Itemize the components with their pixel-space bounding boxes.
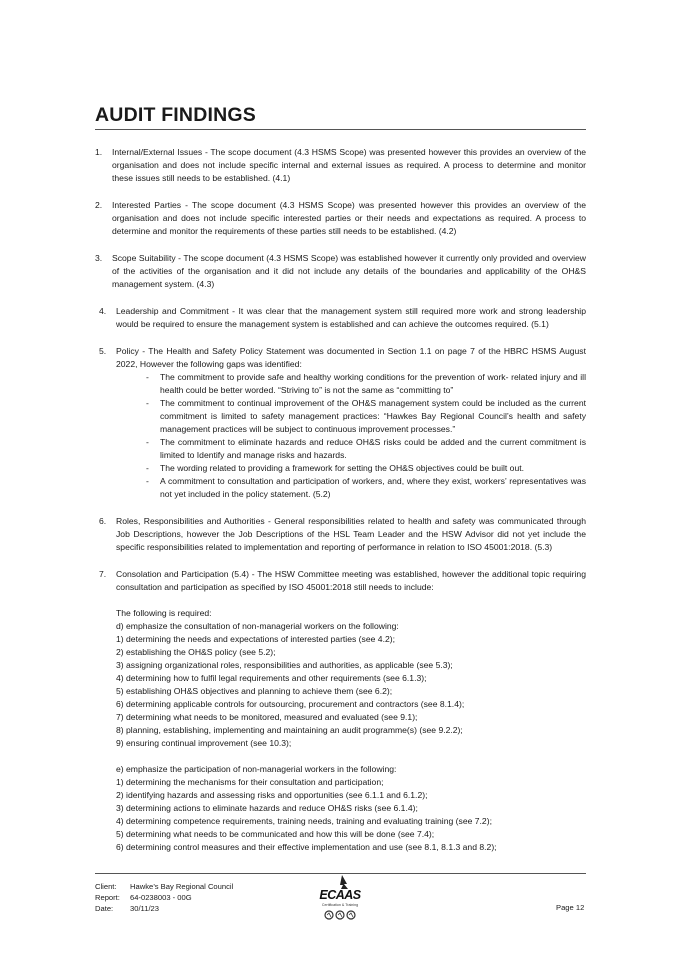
finding-number: 4.: [99, 306, 107, 316]
finding-number: 6.: [99, 516, 107, 526]
client-value: Hawke’s Bay Regional Council: [130, 882, 234, 891]
requirements-heading-d: d) emphasize the consultation of non-managerial workers on the following:: [116, 621, 399, 631]
list-item: 3) determining actions to eliminate hazards and reduce OH&S risks (see 6.1.4);: [116, 803, 418, 813]
findings-list: [95, 146, 586, 868]
date-value: 30/11/23: [130, 904, 159, 913]
requirements-heading-e: e) emphasize the participation of non-managerial workers in the following:: [116, 764, 397, 774]
list-item: - The wording related to providing a framework for setting the OH&S objectives could be built out.: [146, 463, 524, 473]
list-item: 5) establishing OH&S objectives and planning to achieve them (see 6.2);: [116, 686, 393, 696]
list-item: - The commitment to eliminate hazards and reduce OH&S risks could be added and the current commitment is limited to Identify and manage risks and hazards.: [146, 437, 586, 460]
list-item: 8) planning, establishing, implementing and maintaining an audit programme(s) (see 9.2.2);: [116, 725, 463, 735]
list-item: 3) assigning organizational roles, responsibilities and authorities, as applicable (see 5.3);: [116, 660, 453, 670]
logo-subtitle: Certification & Training: [321, 903, 359, 907]
finding-text: Internal/External Issues - The scope document (4.3 HSMS Scope) was presented however this provides an overview of the organisation and does not include specific internal and external issues as required. A process to determine and monitor these issues still needs to be established. (4.1): [112, 147, 586, 183]
finding-text: Roles, Responsibilities and Authorities - General responsibilities related to health and safety was communicated through Job Descriptions, however the Job Descriptions of the HSL Team Leader and the HSW Advisor did not yet include the specific responsibilities related to implementation and reporting of performance in relation to ISO 45001:2018. (5.3): [116, 516, 586, 552]
list-item: 5) determining what needs to be communicated and how this will be done (see 7.4);: [116, 829, 435, 839]
finding-number: 1.: [95, 147, 103, 157]
finding-text: Consolation and Participation (5.4) - The HSW Committee meeting was established, however the additional topic requiring consultation and participation as specified by ISO 45001:2018 still needs to include:: [116, 569, 586, 592]
policy-gap-list: [116, 371, 586, 501]
finding-item: [95, 345, 586, 501]
list-item-text: The commitment to provide safe and healthy working conditions for the prevention of work- related injury and ill health could be better worded. “Striving to” is not the same as “committing to”: [160, 372, 586, 395]
page-number: Page 12: [556, 903, 585, 912]
finding-item: [95, 515, 586, 554]
list-item: 2) identifying hazards and assessing risks and opportunities (see 6.1.1 and 6.1.2);: [116, 790, 428, 800]
list-item: - A commitment to consultation and participation of workers, and, where they exist, workers’ representatives was not yet included in the policy statement. (5.2): [146, 476, 586, 499]
list-item: 6) determining applicable controls for outsourcing, procurement and contractors (see 8.1.4);: [116, 699, 465, 709]
finding-number: 7.: [99, 569, 107, 579]
title-divider: [95, 129, 586, 130]
list-item: 9) ensuring continual improvement (see 10.3);: [116, 738, 292, 748]
finding-item: [95, 146, 586, 185]
list-item: 4) determining how to fulfil legal requirements and other requirements (see 6.1.3);: [116, 673, 427, 683]
list-item: 4) determining competence requirements, training needs, training and evaluating training (see 7.2);: [116, 816, 492, 826]
finding-item: [95, 252, 586, 291]
list-item: 7) determining what needs to be monitored, measured and evaluated (see 9.1);: [116, 712, 418, 722]
finding-text: Leadership and Commitment - It was clear that the management system still required more work and strong leadership would be required to ensure the management system is established and can achieve the outcomes required. (5.1): [116, 306, 586, 329]
date-label: Date:: [95, 904, 114, 913]
report-label: Report:: [95, 893, 120, 902]
footer-info: [95, 881, 233, 914]
list-item: 1) determining the needs and expectations of interested parties (see 4.2);: [116, 634, 395, 644]
report-value: 64-0238003 - 00G: [130, 893, 192, 902]
list-item-text: The commitment to eliminate hazards and reduce OH&S risks could be added and the current commitment is limited to Identify and manage risks and hazards.: [160, 437, 586, 460]
finding-item: [95, 305, 586, 331]
finding-text: Interested Parties - The scope document (4.3 HSMS Scope) was presented however this provides an overview of the organisation and does not include specific interested parties or their needs and expectations as required. A process to determine and monitor the requirements of these parties still needs to be established. (4.2): [112, 200, 586, 236]
logo-text: ECAAS: [319, 888, 361, 902]
finding-item: [95, 199, 586, 238]
list-item: - The commitment to continual improvement of the OH&S management system could be included as the current commitment is limited to safety management practices: “Hawkes Bay Regional Council’s health and safety management practices will be subject to continuous improvement processes.”: [146, 398, 586, 434]
finding-text: Policy - The Health and Safety Policy Statement was documented in Section 1.1 on page 7 of the HBRC HSMS August 2022, However the following gaps was identified:: [116, 346, 586, 369]
page-title: AUDIT FINDINGS: [95, 104, 256, 126]
finding-number: 3.: [95, 253, 103, 263]
list-item: 2) establishing the OH&S policy (see 5.2);: [116, 647, 276, 657]
list-item-text: The commitment to continual improvement of the OH&S management system could be included as the current commitment is limited to safety management practices: “Hawkes Bay Regional Council’s health and safety management practices will be subject to continuous improvement processes.”: [160, 398, 586, 434]
list-item: 6) determining control measures and their effective implementation and use (see 8.1, 8.1.3 and 8.2);: [116, 842, 497, 852]
finding-item: [95, 568, 586, 854]
requirements-intro: The following is required:: [116, 608, 212, 618]
list-item-text: The wording related to providing a framework for setting the OH&S objectives could be built out.: [160, 463, 524, 473]
requirements-block: [116, 607, 586, 854]
finding-number: 2.: [95, 200, 103, 210]
finding-text: Scope Suitability - The scope document (4.3 HSMS Scope) was established however it currently only provided and overview of the activities of the organisation and it did not include any details of the boundaries and applicability of the OH&S management system. (4.3): [112, 253, 586, 289]
list-item-text: A commitment to consultation and participation of workers, and, where they exist, workers’ representatives was not yet included in the policy statement. (5.2): [160, 476, 586, 499]
list-item: 1) determining the mechanisms for their consultation and participation;: [116, 777, 384, 787]
finding-number: 5.: [99, 346, 107, 356]
list-item: - The commitment to provide safe and healthy working conditions for the prevention of work- related injury and ill health could be better worded. “Striving to” is not the same as “committing to”: [146, 372, 586, 395]
client-label: Client:: [95, 882, 117, 891]
ecaas-logo: [312, 873, 368, 923]
